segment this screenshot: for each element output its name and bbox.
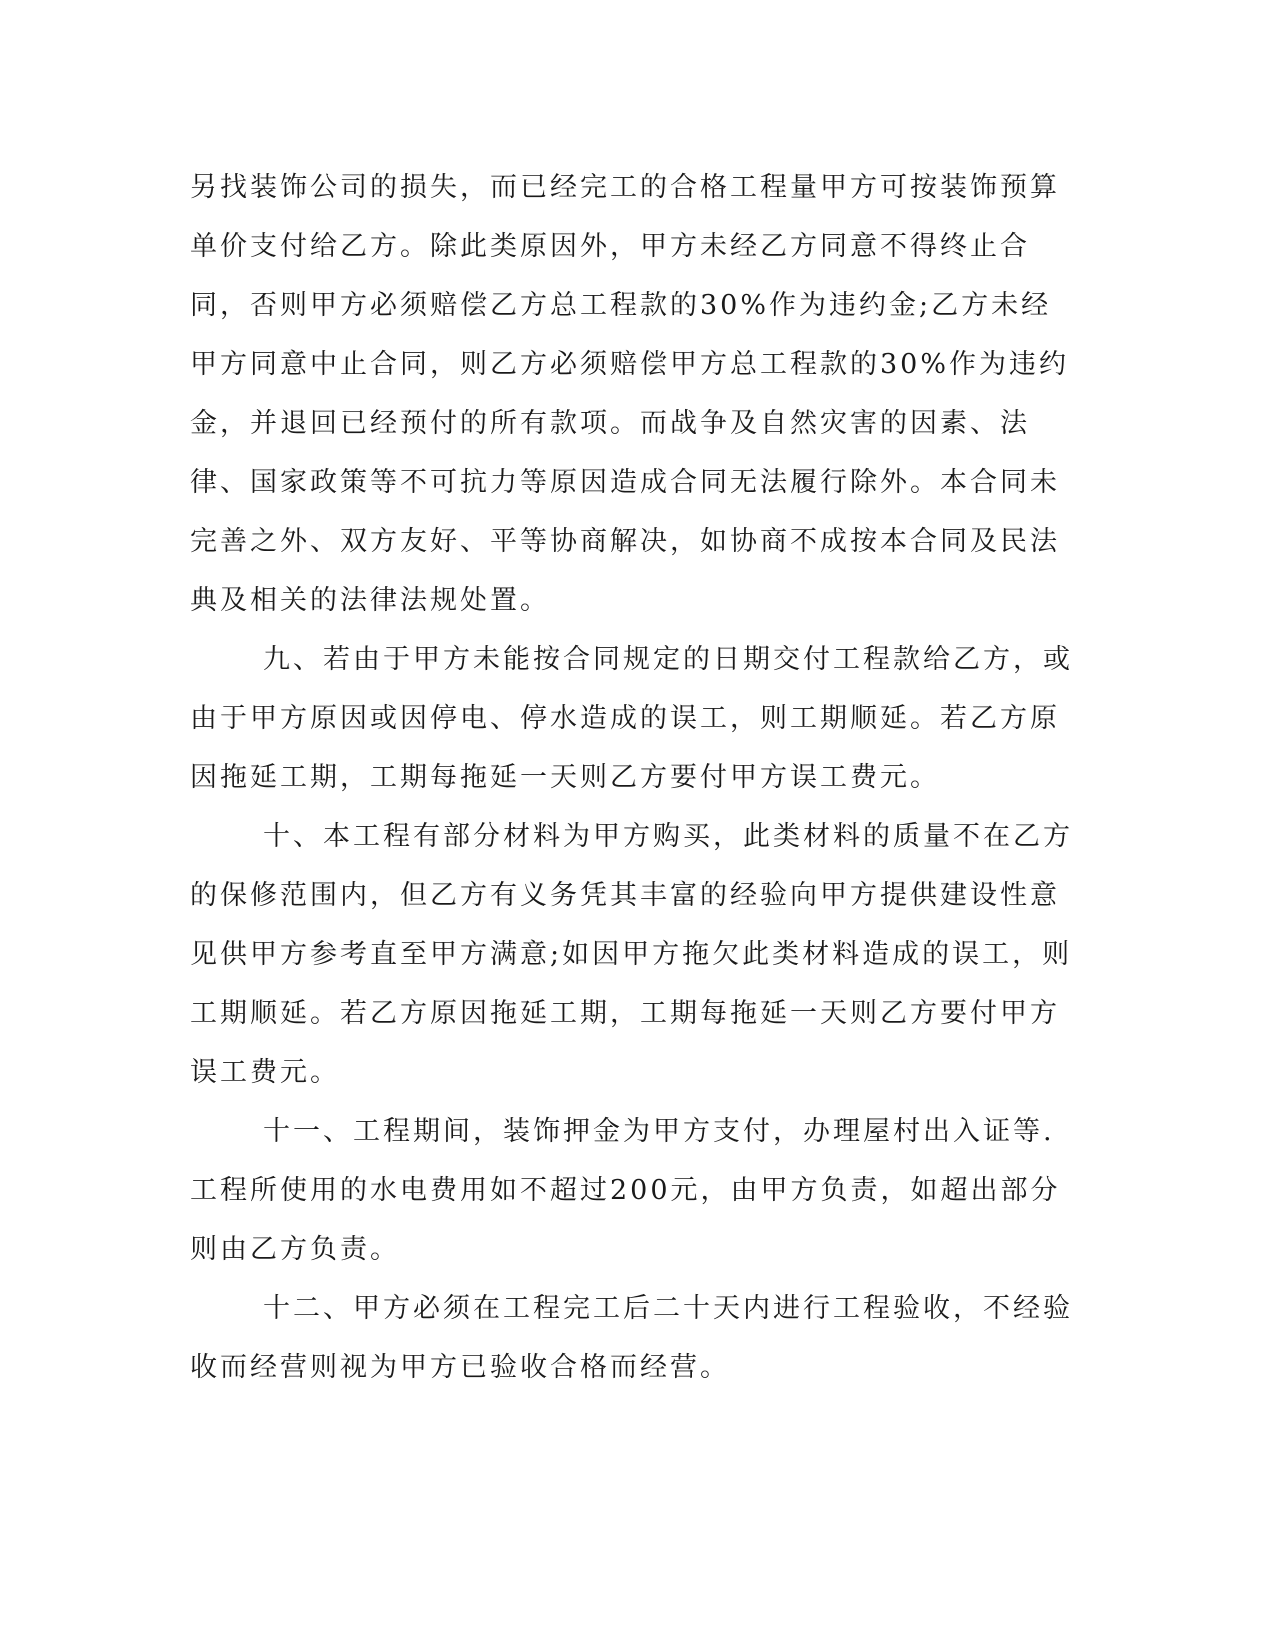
document-body — [190, 158, 1075, 1397]
paragraph-clause-11: 十一、工程期间，装饰押金为甲方支付，办理屋村出入证等.工程所使用的水电费用如不超过200元，由甲方负责，如超出部分则由乙方负责。 — [190, 1116, 1061, 1265]
paragraph-clause-10: 十、本工程有部分材料为甲方购买，此类材料的质量不在乙方的保修范围内，但乙方有义务凭其丰富的经验向甲方提供建设性意见供甲方参考直至甲方满意;如因甲方拖欠此类材料造成的误工，则工期顺延。若乙方原因拖延工期，工期每拖延一天则乙方要付甲方误工费元。 — [190, 821, 1073, 1088]
paragraph-clause-12: 十二、甲方必须在工程完工后二十天内进行工程验收，不经验收而经营则视为甲方已验收合格而经营。 — [190, 1293, 1073, 1383]
paragraph-clause-9: 九、若由于甲方未能按合同规定的日期交付工程款给乙方，或由于甲方原因或因停电、停水造成的误工，则工期顺延。若乙方原因拖延工期，工期每拖延一天则乙方要付甲方误工费元。 — [190, 644, 1073, 793]
paragraph-continuation: 另找装饰公司的损失，而已经完工的合格工程量甲方可按装饰预算单价支付给乙方。除此类原因外，甲方未经乙方同意不得终止合同，否则甲方必须赔偿乙方总工程款的30%作为违约金;乙方未经甲方同意中止合同，则乙方必须赔偿甲方总工程款的30%作为违约金，并退回已经预付的所有款项。而战争及自然灾害的因素、法律、国家政策等不可抗力等原因造成合同无法履行除外。本合同未完善之外、双方友好、平等协商解决，如协商不成按本合同及民法典及相关的法律法规处置。 — [190, 172, 1070, 616]
